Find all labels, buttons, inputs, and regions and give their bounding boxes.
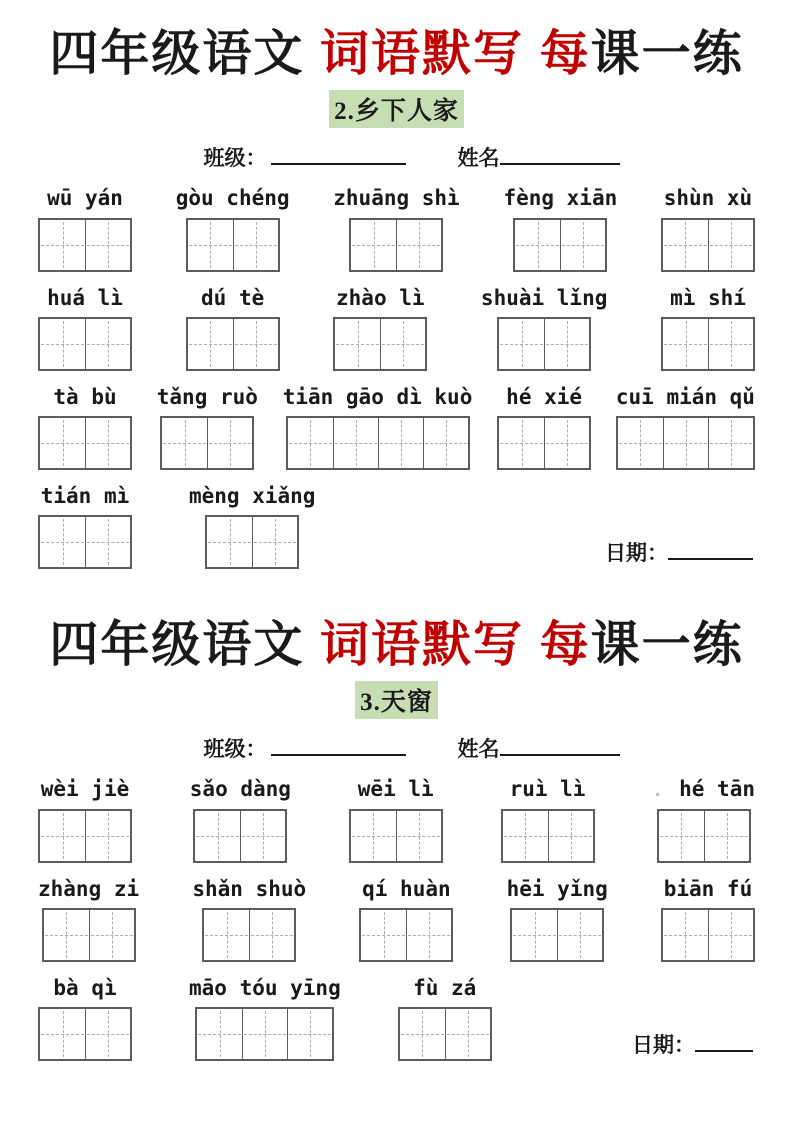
writing-grid-box [286, 416, 470, 470]
grid-cell [663, 418, 708, 468]
pinyin-label: zhào lì [336, 285, 425, 310]
word-group [616, 385, 755, 470]
date-line [605, 537, 755, 567]
grid-cell [351, 811, 396, 861]
grid-cell [40, 517, 85, 567]
grid-cell [396, 811, 441, 861]
pinyin-label: tiān gāo dì kuò [282, 384, 473, 409]
grid-cell [233, 319, 278, 369]
pinyin-label: māo tóu yīng [189, 975, 341, 1000]
word-group [501, 777, 595, 862]
pinyin-label-line [670, 286, 746, 311]
word-group [661, 877, 755, 962]
grid-cell [445, 1009, 490, 1059]
writing-grid-box [349, 809, 443, 863]
grid-cell [288, 418, 333, 468]
writing-grid-box [661, 218, 755, 272]
writing-grid-box [616, 416, 755, 470]
word-group [661, 186, 755, 271]
stray-period-mark: . [652, 780, 664, 802]
word-group [176, 186, 290, 271]
word-row [38, 877, 755, 962]
page-title-part [524, 618, 540, 672]
lesson-badge-wrap [38, 681, 755, 719]
grid-cell [240, 811, 285, 861]
grid-cell [85, 220, 130, 270]
grid-cell [207, 517, 252, 567]
grid-cell [663, 319, 708, 369]
grid-cell [708, 418, 753, 468]
pinyin-label: hé xié [506, 384, 583, 409]
pinyin-label: wū yán [47, 186, 123, 211]
word-group [333, 186, 459, 271]
writing-grid-box [38, 809, 132, 863]
writing-grid-box [186, 317, 280, 371]
grid-cell [515, 220, 560, 270]
pinyin-label: zhàng zi [38, 876, 140, 901]
pinyin-label: tián mì [40, 483, 130, 508]
grid-cell [233, 220, 278, 270]
pinyin-label-line [652, 777, 755, 802]
writing-grid-box [349, 218, 443, 272]
grid-cell [708, 910, 753, 960]
grid-cell [195, 811, 240, 861]
pinyin-label-line [283, 385, 473, 410]
class-label: 班级： [203, 738, 267, 762]
lesson-badge: 2.乡下人家 [329, 90, 464, 128]
grid-cell [512, 910, 557, 960]
word-group [38, 186, 132, 271]
pinyin-label-line [53, 385, 116, 410]
pinyin-label: tǎng ruò [156, 384, 258, 409]
grid-cell [40, 220, 85, 270]
class-blank-field [271, 736, 406, 756]
word-row [38, 777, 755, 862]
grid-cell [423, 418, 468, 468]
pinyin-label: zhuāng shì [333, 186, 460, 211]
pinyin-label-line [176, 186, 290, 211]
grid-cell [162, 418, 207, 468]
page-title-part: 词语默写 [319, 618, 524, 673]
word-group [503, 186, 617, 271]
pinyin-label-line [481, 286, 607, 311]
grid-cell [499, 319, 544, 369]
grid-cell [663, 910, 708, 960]
grid-cell [378, 418, 423, 468]
grid-cell [188, 220, 233, 270]
word-group [398, 976, 492, 1061]
pinyin-label: hēi yǐng [506, 876, 608, 901]
pinyin-label-line [664, 186, 753, 211]
word-group [333, 286, 427, 371]
page-title-part: 四年级语文 [49, 618, 320, 673]
writing-grid-box [510, 908, 604, 962]
pinyin-label: dú tè [201, 285, 265, 310]
student-info-line [38, 733, 755, 763]
writing-grid-box [661, 908, 755, 962]
grid-cell [40, 319, 85, 369]
word-row [38, 286, 755, 371]
word-group [359, 877, 453, 962]
pinyin-label-line [41, 777, 130, 802]
word-group [38, 777, 132, 862]
word-group [186, 286, 280, 371]
writing-grid-box [38, 1007, 132, 1061]
writing-grid-box [497, 317, 591, 371]
name-label: 姓名 [457, 738, 500, 762]
grid-cell [85, 811, 130, 861]
pinyin-label: tà bù [53, 384, 117, 409]
name-blank-field [500, 736, 620, 756]
grid-cell [333, 418, 378, 468]
page-title-part [524, 27, 540, 81]
grid-cell [503, 811, 548, 861]
grid-cell [406, 910, 451, 960]
word-group [349, 777, 443, 862]
grid-cell [40, 1009, 85, 1059]
grid-cell [663, 220, 708, 270]
date-blank-field [668, 540, 753, 560]
lesson-badge: 3.天窗 [355, 681, 438, 719]
grid-cell [207, 418, 252, 468]
pinyin-label-line [616, 385, 755, 410]
pinyin-label-line [47, 186, 123, 211]
pinyin-label-line [503, 186, 617, 211]
pinyin-label: sǎo dàng [189, 777, 291, 802]
word-group [38, 385, 132, 470]
pinyin-label: mèng xiǎng [189, 483, 316, 508]
page-title [38, 26, 755, 82]
word-group [497, 385, 591, 470]
pinyin-label: fèng xiān [503, 186, 618, 211]
pinyin-label-line [333, 186, 459, 211]
grid-cell [85, 1009, 130, 1059]
pinyin-label-line [53, 976, 116, 1001]
writing-grid-box [657, 809, 751, 863]
pinyin-label: gòu chéng [175, 186, 290, 211]
grid-cell [85, 418, 130, 468]
word-group [507, 877, 608, 962]
pinyin-label-line [413, 976, 476, 1001]
word-group [157, 385, 258, 470]
writing-grid-box [193, 809, 287, 863]
pinyin-label-line [192, 877, 306, 902]
date-line [632, 1029, 755, 1059]
pinyin-label: wēi lì [357, 777, 434, 802]
grid-cell [188, 319, 233, 369]
grid-cell [396, 220, 441, 270]
writing-grid-box [42, 908, 136, 962]
pinyin-label: biān fú [663, 876, 753, 901]
pinyin-label-line [362, 877, 451, 902]
pinyin-label-line [507, 877, 608, 902]
writing-grid-box [398, 1007, 492, 1061]
word-group [190, 777, 291, 862]
grid-cell [400, 1009, 445, 1059]
word-group [189, 976, 341, 1061]
class-blank-field [271, 145, 406, 165]
pinyin-label: hé tān [679, 777, 755, 802]
pinyin-label-line [38, 877, 139, 902]
grid-cell [287, 1009, 332, 1059]
writing-grid-box [38, 416, 132, 470]
pinyin-label: shǎn shuò [192, 876, 307, 901]
writing-grid-box [513, 218, 607, 272]
grid-cell [380, 319, 425, 369]
pinyin-label-line [358, 777, 434, 802]
grid-cell [618, 418, 663, 468]
grid-cell [335, 319, 380, 369]
grid-cell [252, 517, 297, 567]
page-title-part: 词语默写 [319, 27, 524, 81]
pinyin-label-line [506, 385, 582, 410]
word-row [38, 186, 755, 271]
class-label: 班级： [203, 147, 267, 171]
grid-cell [242, 1009, 287, 1059]
pinyin-label-line [510, 777, 586, 802]
writing-grid-box [202, 908, 296, 962]
pinyin-label: cuī mián qǔ [615, 384, 755, 409]
grid-cell [560, 220, 605, 270]
pinyin-label: wèi jiè [40, 777, 130, 802]
writing-grid-box [186, 218, 280, 272]
date-blank-field [695, 1032, 753, 1052]
word-row [38, 385, 755, 470]
grid-cell [40, 418, 85, 468]
grid-cell [85, 319, 130, 369]
pinyin-label: mì shí [670, 285, 746, 310]
grid-cell [89, 910, 134, 960]
word-group [283, 385, 473, 470]
pinyin-label-line [189, 976, 341, 1001]
pinyin-label-line [189, 484, 315, 509]
pinyin-label-line [41, 484, 130, 509]
writing-grid-box [160, 416, 254, 470]
writing-grid-box [38, 317, 132, 371]
name-label: 姓名 [457, 147, 500, 171]
date-label: 日期： [632, 1034, 695, 1057]
page-title-part: 课一练 [590, 27, 744, 81]
page-title-part: 每 [539, 618, 591, 673]
grid-cell [249, 910, 294, 960]
page-title-part: 四年级语文 [49, 27, 320, 81]
grid-cell [40, 811, 85, 861]
writing-grid-box [195, 1007, 334, 1061]
grid-cell [548, 811, 593, 861]
grid-cell [44, 910, 89, 960]
grid-cell [704, 811, 749, 861]
pinyin-label: huá lì [47, 285, 123, 310]
writing-grid-box [497, 416, 591, 470]
lesson-badge-wrap [38, 90, 755, 128]
word-group [189, 484, 315, 569]
word-group [38, 877, 139, 962]
student-info-line [38, 142, 755, 172]
pinyin-label-line [47, 286, 123, 311]
pinyin-label-line [190, 777, 291, 802]
name-blank-field [500, 145, 620, 165]
word-row [38, 484, 755, 569]
grid-cell [659, 811, 704, 861]
grid-cell [544, 319, 589, 369]
pinyin-label: fù zá [413, 975, 477, 1000]
grid-cell [361, 910, 406, 960]
word-group [38, 286, 132, 371]
pinyin-label: bà qì [53, 975, 117, 1000]
grid-cell [197, 1009, 242, 1059]
writing-grid-box [38, 515, 132, 569]
pinyin-label-line [157, 385, 258, 410]
word-group [38, 484, 132, 569]
pinyin-label-line [664, 877, 753, 902]
word-row [38, 976, 755, 1061]
grid-cell [557, 910, 602, 960]
writing-grid-box [359, 908, 453, 962]
date-label: 日期： [605, 542, 668, 566]
writing-grid-box [501, 809, 595, 863]
writing-grid-box [205, 515, 299, 569]
pinyin-label-line [336, 286, 425, 311]
word-group [192, 877, 306, 962]
pinyin-label: qí huàn [362, 876, 451, 901]
grid-cell [544, 418, 589, 468]
writing-grid-box [38, 218, 132, 272]
page-title-part: 课一练 [590, 618, 744, 673]
grid-cell [351, 220, 396, 270]
word-group [481, 286, 607, 371]
grid-cell [708, 319, 753, 369]
grid-cell [708, 220, 753, 270]
grid-cell [85, 517, 130, 567]
writing-grid-box [661, 317, 755, 371]
word-group [652, 777, 755, 862]
pinyin-label: shuài lǐng [480, 285, 608, 310]
word-group [661, 286, 755, 371]
worksheet-section [0, 569, 793, 1061]
grid-cell [204, 910, 249, 960]
pinyin-label-line [201, 286, 264, 311]
pinyin-label: ruì lì [509, 777, 586, 802]
pinyin-label: shùn xù [663, 186, 753, 211]
writing-grid-box [333, 317, 427, 371]
page-title [38, 617, 755, 673]
grid-cell [499, 418, 544, 468]
word-group [38, 976, 132, 1061]
page-title-part: 每 [539, 27, 591, 81]
